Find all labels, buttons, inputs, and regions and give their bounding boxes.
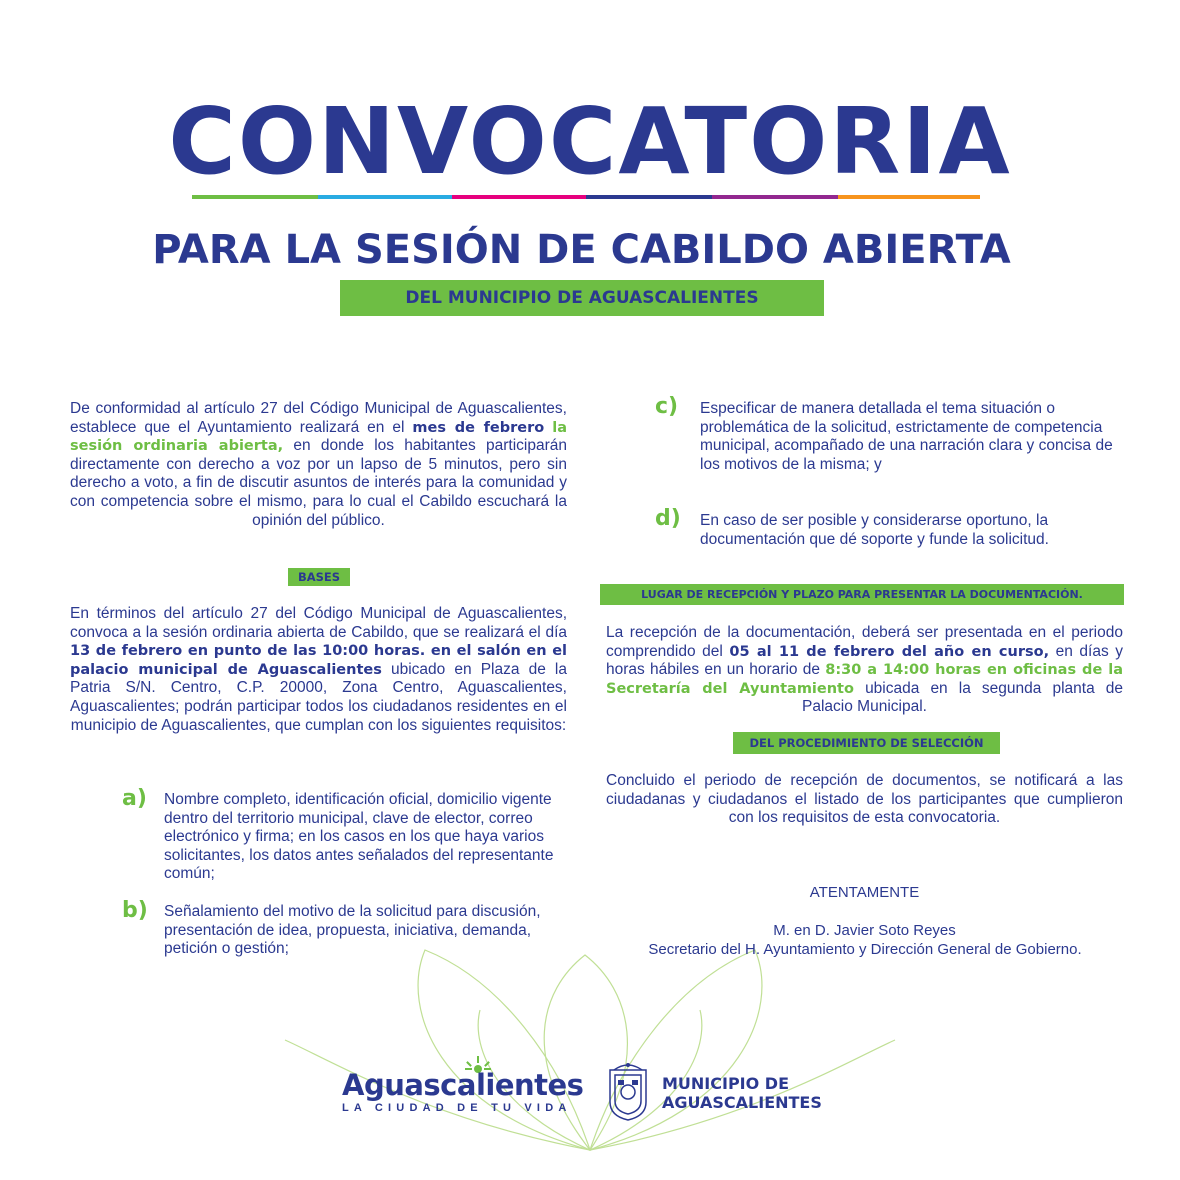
bases-label: BASES	[288, 568, 350, 586]
bases-text-1: En términos del artículo 27 del Código Municipal de Aguascalientes, convoca a la sesión ordinaria abierta de Cabildo, que se realizará el día	[70, 605, 567, 641]
signatory-position: Secretario del H. Ayuntamiento y Dirección General de Gobierno.	[648, 941, 1082, 958]
lugar-paragraph	[606, 624, 1123, 717]
lugar-label: LUGAR DE RECEPCIÓN Y PLAZO PARA PRESENTAR LA DOCUMENTACIÓN.	[600, 584, 1124, 605]
municipio-logo-line2: AGUASCALIENTES	[662, 1093, 822, 1112]
closing-text: ATENTAMENTE	[809, 884, 920, 901]
page-subtitle: PARA LA SESIÓN DE CABILDO ABIERTA	[152, 227, 1011, 273]
bases-text-2: ubicado en Plaza de la Patria S/N. Centro, C.P. 20000, Zona Centro, Aguascalientes, Aguascalientes; podrán participar todos los ciudadanos residentes en el municipio de Aguascalientes, que cumplan con los siguientes requisitos:	[70, 660, 567, 734]
requirement-marker-b: b)	[122, 898, 148, 923]
bases-paragraph	[70, 605, 567, 735]
lugar-text-3: ubicada en la segunda planta de Palacio Municipal.	[802, 679, 1124, 716]
requirement-d-text: En caso de ser posible y considerarse oportuno, la documentación que dé soporte y funde la solicitud.	[700, 512, 1049, 548]
aguascalientes-logo	[342, 1060, 582, 1120]
municipio-banner: DEL MUNICIPIO DE AGUASCALIENTES	[340, 280, 824, 316]
municipio-logo-line1: MUNICIPIO DE	[662, 1074, 790, 1093]
lugar-highlight-dates: 05 al 11 de febrero del año en curso,	[729, 643, 1050, 660]
requirement-marker-c: c)	[655, 394, 679, 419]
municipal-crest-icon	[604, 1060, 652, 1122]
page-title: CONVOCATORIA	[168, 88, 1012, 195]
rainbow-divider	[192, 195, 980, 199]
procedimiento-paragraph: Concluido el periodo de recepción de documentos, se notificará a las ciudadanas y ciudadanos el listado de los participantes que cumplieron con los requisitos de esta convocatoria.	[606, 772, 1123, 827]
requirement-b-text: Señalamiento del motivo de la solicitud para discusión, presentación de idea, propuesta, iniciativa, demanda, petición o gestión;	[164, 903, 541, 958]
lugar-text-2: en días y horas hábiles en un horario de	[606, 642, 1123, 679]
procedimiento-label: DEL PROCEDIMIENTO DE SELECCIÓN	[733, 732, 1000, 754]
logo-tagline: LA CIUDAD DE TU VIDA	[342, 1102, 572, 1114]
logo-name: Aguascalientes	[342, 1068, 584, 1102]
intro-paragraph	[70, 400, 567, 530]
bases-highlight-date: 13 de febrero en punto de las 10:00 horas. en el salón en el palacio municipal de Aguascalientes	[70, 643, 567, 678]
intro-text-2: en donde los habitantes participarán directamente con derecho a voz por un lapso de 5 minutos, pero sin derecho a voto, a fin de discutir asuntos de interés para la comunidad y con competencia sobre el mismo, para lo cual el Cabildo escuchará la opinión del público.	[70, 437, 568, 529]
requirement-a-text: Nombre completo, identificación oficial, domicilio vigente dentro del territorio municipal, clave de elector, correo electrónico y firma; en los casos en los que haya varios solicitantes, los datos antes señalados del representante común;	[164, 791, 554, 883]
signatory-name: M. en D. Javier Soto Reyes	[773, 922, 956, 939]
municipio-logo-text	[662, 1074, 822, 1112]
requirement-c-text: Especificar de manera detallada el tema situación o problemática de la solicitud, estrictamente de competencia municipal, acompañado de una narración clara y concisa de los motivos de la misma; y	[700, 400, 1113, 473]
intro-highlight-month: mes de febrero	[412, 419, 545, 436]
lugar-text-1: La recepción de la documentación, deberá ser presentada en el periodo comprendido del	[606, 624, 1123, 660]
intro-text-1: De conformidad al artículo 27 del Código Municipal de Aguascalientes, establece que el Ayuntamiento realizará en el	[70, 400, 567, 436]
requirement-marker-d: d)	[655, 506, 681, 531]
intro-highlight-session: la sesión ordinaria abierta,	[70, 419, 567, 455]
requirement-marker-a: a)	[122, 786, 147, 811]
lugar-highlight-hours: 8:30 a 14:00 horas en oficinas de la Secretaría del Ayuntamiento	[606, 662, 1123, 697]
